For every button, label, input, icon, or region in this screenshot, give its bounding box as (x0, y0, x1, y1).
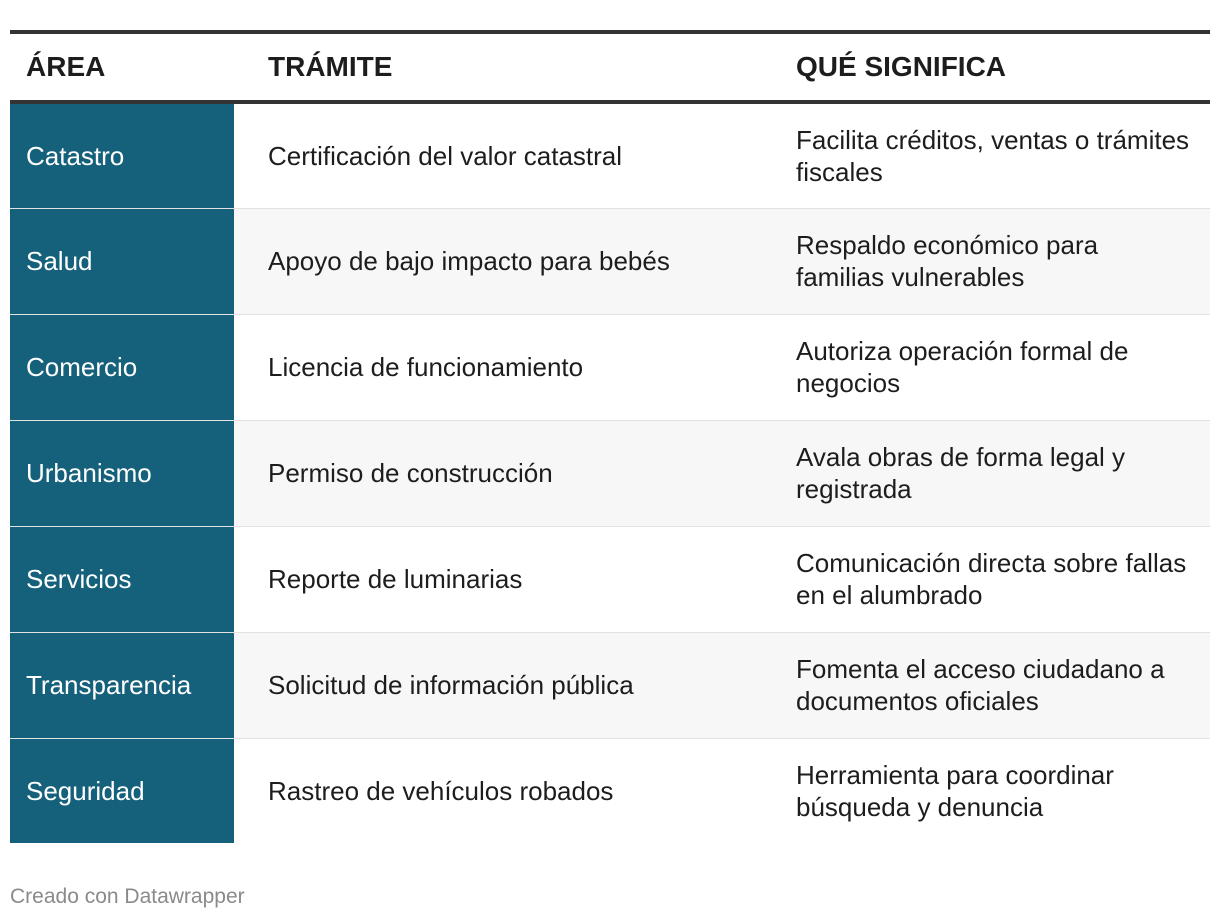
tramite-cell: Licencia de funcionamiento (268, 352, 584, 382)
area-cell: Catastro (10, 102, 234, 208)
procedures-table-container (10, 30, 1210, 843)
table-row (10, 738, 1210, 843)
tramite-cell: Solicitud de información pública (234, 632, 754, 738)
significa-cell: Autoriza operación formal de negocios (796, 336, 1129, 398)
table-row (10, 526, 1210, 632)
header-row (10, 32, 1210, 102)
area-cell: Transparencia (10, 632, 234, 738)
datawrapper-credit[interactable]: Creado con Datawrapper (10, 885, 245, 908)
significa-cell: Avala obras de forma legal y registrada (754, 420, 1210, 526)
significa-cell: Comunicación directa sobre fallas en el alumbrado (796, 548, 1187, 610)
tramite-cell: Apoyo de bajo impacto para bebés (234, 208, 754, 314)
significa-cell: Herramienta para coordinar búsqueda y denuncia (796, 759, 1114, 822)
table-row (10, 632, 1210, 738)
tramite-cell: Reporte de luminarias (268, 564, 523, 594)
column-header-area[interactable]: ÁREA (26, 51, 106, 82)
tramite-cell: Permiso de construcción (234, 420, 754, 526)
table-row (10, 102, 1210, 208)
tramite-cell: Certificación del valor catastral (268, 140, 623, 171)
table-row (10, 314, 1210, 420)
area-cell: Salud (10, 208, 234, 314)
significa-cell: Fomenta el acceso ciudadano a documentos oficiales (754, 632, 1210, 738)
area-cell: Comercio (10, 314, 234, 420)
area-cell: Seguridad (10, 738, 234, 843)
table-row (10, 420, 1210, 526)
significa-cell: Respaldo económico para familias vulnerables (754, 208, 1210, 314)
column-header-significa[interactable]: QUÉ SIGNIFICA (796, 51, 1007, 82)
column-header-tramite[interactable]: TRÁMITE (268, 51, 393, 82)
table-row (10, 208, 1210, 314)
table-header (10, 32, 1210, 102)
procedures-table (10, 30, 1210, 843)
area-cell: Servicios (10, 526, 234, 632)
table-body (10, 102, 1210, 843)
tramite-cell: Rastreo de vehículos robados (268, 775, 614, 806)
significa-cell: Facilita créditos, ventas o trámites fiscales (796, 124, 1190, 187)
area-cell: Urbanismo (10, 420, 234, 526)
